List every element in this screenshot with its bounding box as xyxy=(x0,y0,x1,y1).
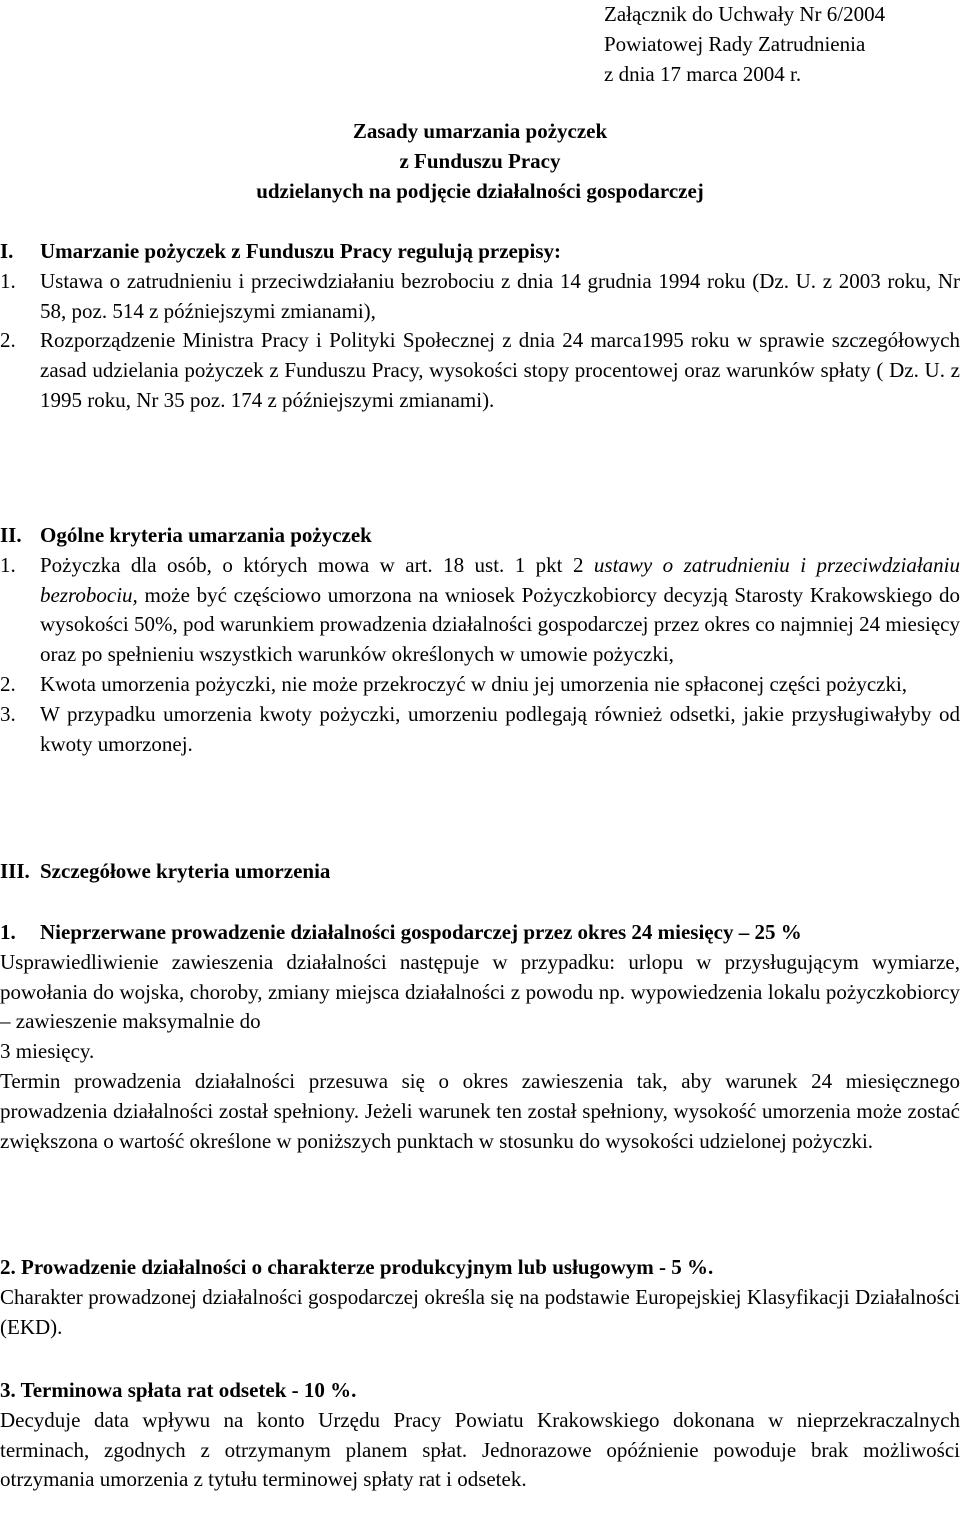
criterion-2-heading: 2. Prowadzenie działalności o charakterze produkcyjnym lub usługowym - 5 %. xyxy=(0,1255,714,1279)
criterion-1-paragraph-2: Termin prowadzenia działalności przesuwa się o okres zawieszenia tak, aby warunek 24 miesięcznego prowadzenia działalności został spełniony. Jeżeli warunek ten został spełniony, wysokość umorzenia może zostać zwiększona o wartość określone w poniższych punktach w stosunku do wysokości udzielonej pożyczki. xyxy=(0,1068,960,1153)
section-2-item-3: 3. W przypadku umorzenia kwoty pożyczki, umorzeniu podlegają również odsetki, jakie przysługiwałyby od kwoty umorzonej. xyxy=(0,701,960,756)
section-1-item-2: 2. Rozporządzenie Ministra Pracy i Polityki Społecznej z dnia 24 marca1995 roku w sprawie szczegółowych zasad udzielania pożyczek z Funduszu Pracy, wysokości stopy procentowej oraz warunków spłaty ( Dz. U. z 1995 roku, Nr 35 poz. 174 z późniejszymi zmianami). xyxy=(0,328,960,412)
section-1 xyxy=(0,237,960,416)
section-2-title: Ogólne kryteria umarzania pożyczek xyxy=(40,523,372,547)
header-line-3: z dnia 17 marca 2004 r. xyxy=(604,61,802,86)
title-line-2: z Funduszu Pracy xyxy=(399,148,561,173)
section-3-title: Szczegółowe kryteria umorzenia xyxy=(40,859,331,883)
criterion-3-heading: 3. Terminowa spłata rat odsetek - 10 %. xyxy=(0,1378,357,1402)
criterion-3-text: Decyduje data wpływu na konto Urzędu Pracy Powiatu Krakowskiego dokonana w nieprzekraczalnych terminach, zgodnych z otrzymanym planem spłat. Jednorazowe opóźnienie powoduje brak możliwości otrzymania umorzenia z tytułu terminowej spłaty rat i odsetek. xyxy=(0,1407,960,1492)
header-line-1: Załącznik do Uchwały Nr 6/2004 xyxy=(604,2,886,26)
section-1-title: Umarzanie pożyczek z Funduszu Pracy regulują przepisy: xyxy=(40,239,562,263)
criterion-1-paragraph-1-end: 3 miesięcy. xyxy=(0,1039,95,1064)
section-1-item-1: 1. Ustawa o zatrudnieniu i przeciwdziałaniu bezrobociu z dnia 14 grudnia 1994 roku (Dz. U. z 2003 roku, Nr 58, poz. 514 z późniejszymi zmianami), xyxy=(0,268,960,323)
section-3-heading xyxy=(0,857,960,887)
criterion-3 xyxy=(0,1376,960,1495)
criterion-2-text: Charakter prowadzonej działalności gospodarczej określa się na podstawie Europejskiej Klasyfikacji Działalności (EKD). xyxy=(0,1284,960,1339)
section-1-number: I. xyxy=(0,239,14,263)
title-line-3: udzielanych na podjęcie działalności gospodarczej xyxy=(256,178,704,203)
section-2-heading xyxy=(0,521,960,551)
section-2 xyxy=(0,521,960,759)
section-1-heading xyxy=(0,237,960,267)
section-3-number: III. xyxy=(0,859,30,883)
document-title xyxy=(0,117,960,206)
section-2-number: II. xyxy=(0,523,22,547)
italic-act-name: ustawy o zatrudnieniu i przeciwdziałaniu bezrobociu, xyxy=(40,552,960,607)
criterion-1-heading: 1. Nieprzerwane prowadzenie działalności gospodarczej przez okres 24 miesięcy – 25 % xyxy=(0,920,802,944)
item-text: Rozporządzenie Ministra Pracy i Polityki Społecznej z dnia 24 marca1995 roku w sprawie szczegółowych zasad udzielania pożyczek z Funduszu Pracy, wysokości stopy procentowej oraz warunków spłaty ( Dz. U. z 1995 roku, Nr 35 poz. 174 z późniejszymi zmianami). xyxy=(40,328,960,412)
section-2-item-1: 1. Pożyczka dla osób, o których mowa w art. 18 ust. 1 pkt 2 ustawy o zatrudnieniu i przeciwdziałaniu bezrobociu, może być częściowo umorzona na wniosek Pożyczkobiorcy decyzją Starosty Krakowskiego do wysokości 50%, pod warunkiem prowadzenia działalności gospodarczej przez okres co najmniej 24 miesięcy oraz po spełnieniu wszystkich warunków określonych w umowie pożyczki, xyxy=(0,552,960,667)
title-line-1: Zasady umarzania pożyczek xyxy=(352,119,608,143)
criterion-1-paragraph-1: Usprawiedliwienie zawieszenia działalności następuje w przypadku: urlopu w przysługującym wymiarze, powołania do wojska, choroby, zmiany miejsca działalności z powodu np. wypowiedzenia lokalu pożyczkobiorcy – zawieszenie maksymalnie do xyxy=(0,949,960,1034)
criterion-1 xyxy=(0,918,960,1156)
attachment-header xyxy=(604,0,960,89)
criterion-2 xyxy=(0,1253,960,1342)
header-line-2: Powiatowej Rady Zatrudnienia xyxy=(604,31,866,56)
section-2-item-2: 2. Kwota umorzenia pożyczki, nie może przekroczyć w dniu jej umorzenia nie spłaconej części pożyczki, xyxy=(0,671,908,696)
item-text: Ustawa o zatrudnieniu i przeciwdziałaniu bezrobociu z dnia 14 grudnia 1994 roku (Dz. U. z 2003 roku, Nr 58, poz. 514 z późniejszymi zmianami), xyxy=(40,268,960,323)
